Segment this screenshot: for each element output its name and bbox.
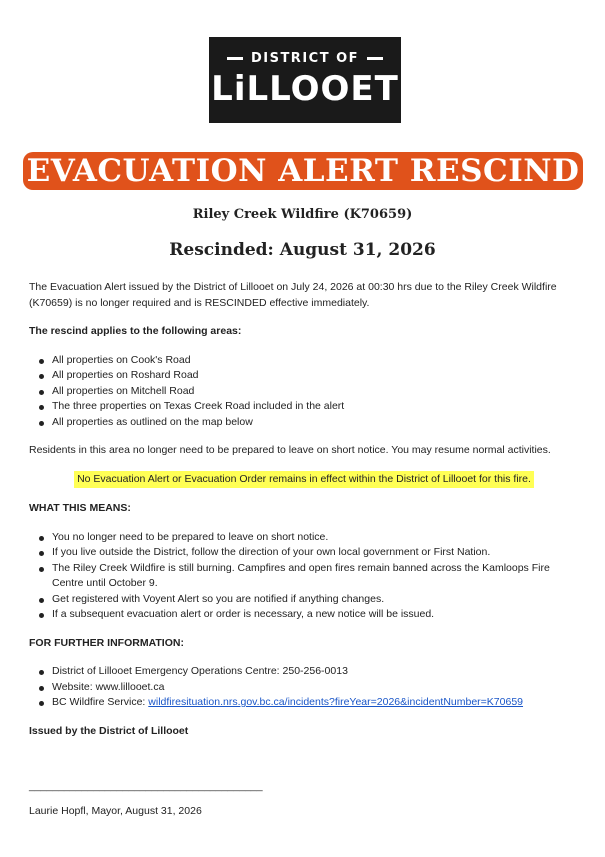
notice-body	[29, 280, 579, 739]
logo-line2: LiLLOOET	[211, 69, 399, 109]
district-logo	[209, 37, 401, 123]
issued-by: Issued by the District of Lillooet	[29, 724, 189, 737]
list-item: The Riley Creek Wildfire is still burning. Campfires and open fires remain banned across the Kamloops Fire Centre until October 9.	[52, 561, 579, 592]
info-list	[29, 664, 579, 711]
signature-line: ________________________________________	[29, 780, 263, 792]
bcw-incident-link[interactable]: wildfiresituation.nrs.gov.bc.ca/incidents?fireYear=2026&incidentNumber=K70659	[148, 696, 524, 708]
info-heading: FOR FURTHER INFORMATION:	[29, 636, 184, 649]
meaning-list	[29, 530, 579, 623]
list-item: Get registered with Voyent Alert so you are notified if anything changes.	[52, 592, 579, 608]
residents-paragraph: Residents in this area no longer need to be prepared to leave on short notice. You may resume normal activities.	[29, 444, 551, 456]
list-item: You no longer need to be prepared to leave on short notice.	[52, 530, 579, 546]
logo-line1: DISTRICT OF	[250, 51, 360, 66]
logo-rule-right	[367, 57, 383, 60]
fire-name: Riley Creek Wildfire (K70659)	[192, 207, 413, 222]
areas-list	[29, 353, 579, 431]
list-item: If you live outside the District, follow the direction of your own local government or First Nation.	[52, 545, 579, 561]
title-banner: EVACUATION ALERT RESCIND	[23, 152, 583, 190]
list-item: All properties on Mitchell Road	[52, 384, 579, 400]
intro-paragraph: The Evacuation Alert issued by the District of Lillooet on July 24, 2026 at 00:30 hrs due to the Riley Creek Wildfire (K70659) is no longer required and is RESCINDED effective immediately.	[29, 281, 557, 309]
rescind-date: Rescinded: August 31, 2026	[169, 240, 436, 260]
logo-rule-left	[227, 57, 243, 60]
bcw-label: BC Wildfire Service:	[52, 696, 149, 708]
list-item: All properties as outlined on the map below	[52, 415, 579, 431]
list-item: Website: www.lillooet.ca	[52, 680, 579, 696]
list-item: All properties on Roshard Road	[52, 368, 579, 384]
list-item: If a subsequent evacuation alert or order is necessary, a new notice will be issued.	[52, 607, 579, 623]
signature: Laurie Hopfl, Mayor, August 31, 2026	[29, 805, 202, 817]
meaning-heading: WHAT THIS MEANS:	[29, 502, 131, 514]
list-item	[52, 695, 579, 711]
highlighted-notice: No Evacuation Alert or Evacuation Order remains in effect within the District of Lillooet for this fire.	[74, 471, 534, 489]
list-item: All properties on Cook's Road	[52, 353, 579, 369]
list-item: District of Lillooet Emergency Operations Centre: 250-256-0013	[52, 664, 579, 680]
list-item: The three properties on Texas Creek Road included in the alert	[52, 399, 579, 415]
areas-heading: The rescind applies to the following areas:	[29, 325, 242, 337]
